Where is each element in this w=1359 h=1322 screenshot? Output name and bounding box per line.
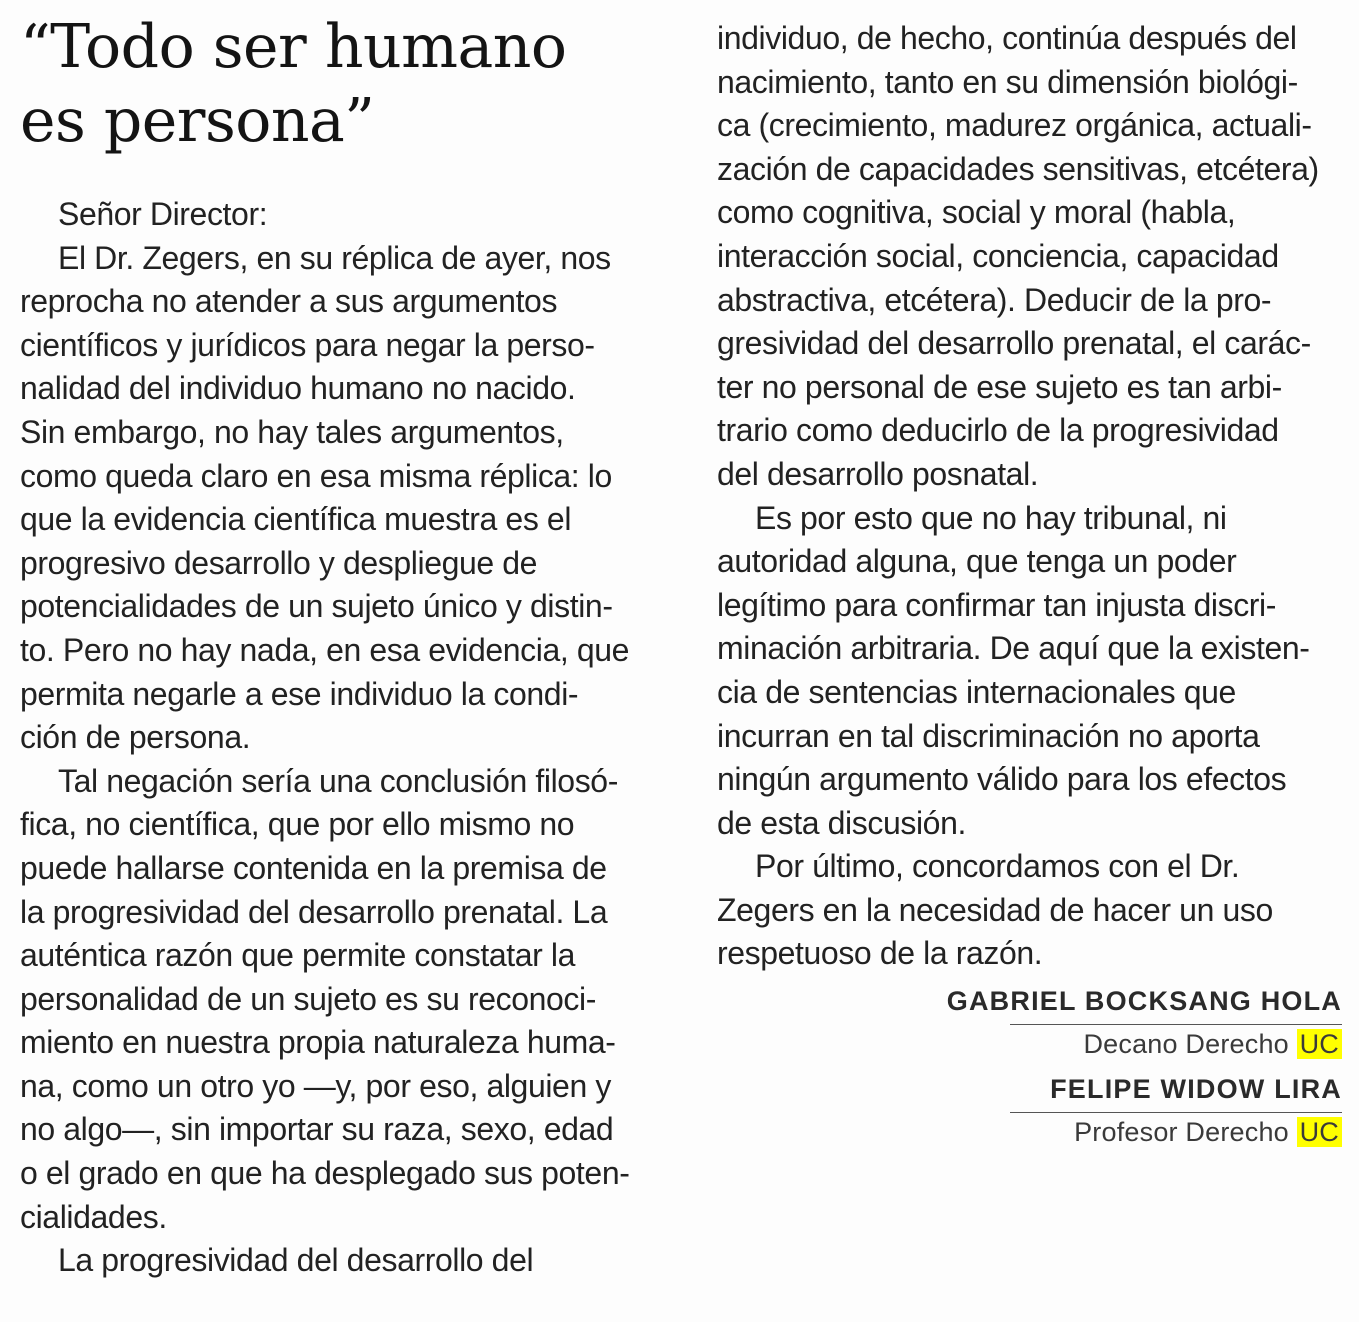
text-line: miento en nuestra propia naturaleza huma-	[20, 1024, 616, 1061]
text-line: minación arbitraria. De aquí que la existen-	[717, 630, 1310, 667]
institution-highlight: UC	[1297, 1117, 1342, 1147]
text-line: nacimiento, tanto en su dimensión biológi-	[717, 63, 1298, 100]
text-line: incurran en tal discriminación no aporta	[717, 717, 1260, 754]
text-line: individuo, de hecho, continúa después del	[717, 20, 1297, 56]
text-line: El Dr. Zegers, en su réplica de ayer, nos	[58, 239, 611, 276]
text-line: cialidades.	[20, 1198, 167, 1235]
text-line: del desarrollo posnatal.	[717, 455, 1039, 492]
institution-highlight: UC	[1297, 1029, 1342, 1059]
article-title	[20, 10, 680, 158]
text-line: interacción social, conciencia, capacidad	[717, 237, 1279, 274]
left-text-column	[20, 193, 670, 1283]
text-line: fica, no científica, que por ello mismo no	[20, 806, 575, 843]
text-line: como queda claro en esa misma réplica: lo	[20, 457, 612, 494]
text-line: trario como deducirlo de la progresividad	[717, 412, 1279, 449]
text-line: reprocha no atender a sus argumentos	[20, 283, 558, 320]
text-line: to. Pero no hay nada, en esa evidencia, que	[20, 631, 630, 668]
text-line: ningún argumento válido para los efectos	[717, 761, 1287, 798]
text-line: Zegers en la necesidad de hacer un uso	[717, 891, 1273, 928]
text-line: potencialidades de un sujeto único y distin-	[20, 588, 613, 625]
signature-role	[1074, 1117, 1342, 1148]
right-text-column	[717, 17, 1352, 976]
text-line: Sin embargo, no hay tales argumentos,	[20, 413, 564, 450]
text-line: Tal negación sería una conclusión filosó-	[58, 762, 618, 799]
text-line: puede hallarse contenida en la premisa de	[20, 849, 607, 886]
signature-name: GABRIEL BOCKSANG HOLA	[946, 986, 1342, 1016]
title-line: es persona”	[20, 86, 375, 156]
text-line: abstractiva, etcétera). Deducir de la pro-	[717, 281, 1272, 318]
text-line: que la evidencia científica muestra es el	[20, 501, 572, 538]
text-line: de esta discusión.	[717, 804, 966, 841]
text-line: Señor Director:	[58, 196, 268, 232]
text-line: permita negarle a ese individuo la condi-	[20, 675, 579, 712]
text-line: Por último, concordamos con el Dr.	[755, 848, 1240, 885]
text-line: ción de persona.	[20, 719, 251, 756]
text-line: Es por esto que no hay tribunal, ni	[755, 499, 1227, 536]
text-line: respetuoso de la razón.	[717, 935, 1043, 972]
text-line: personalidad de un sujeto es su reconoci-	[20, 980, 596, 1017]
text-line: zación de capacidades sensitivas, etcétera)	[717, 150, 1319, 187]
signature-name: FELIPE WIDOW LIRA	[1050, 1074, 1342, 1104]
text-line: científicos y jurídicos para negar la perso-	[20, 326, 595, 363]
text-line: cia de sentencias internacionales que	[717, 673, 1236, 710]
text-line: gresividad del desarrollo prenatal, el carác-	[717, 325, 1311, 362]
text-line: autoridad alguna, que tenga un poder	[717, 543, 1237, 580]
text-line: como cognitiva, social y moral (habla,	[717, 194, 1236, 231]
signature-role	[1083, 1029, 1342, 1060]
text-line: o el grado en que ha desplegado sus poten-	[20, 1155, 630, 1192]
text-line: La progresividad del desarrollo del	[58, 1242, 534, 1279]
text-line: auténtica razón que permite constatar la	[20, 937, 576, 974]
text-line: no algo—, sin importar su raza, sexo, edad	[20, 1111, 614, 1148]
signature-role-text: Decano Derecho	[1083, 1029, 1289, 1059]
text-line: progresivo desarrollo y despliegue de	[20, 544, 538, 581]
title-line: “Todo ser humano	[20, 12, 567, 82]
signature-divider	[1010, 1112, 1342, 1113]
text-line: nalidad del individuo humano no nacido.	[20, 370, 576, 407]
text-line: na, como un otro yo —y, por eso, alguien y	[20, 1067, 611, 1104]
text-line: ter no personal de ese sujeto es tan arbi-	[717, 368, 1282, 405]
text-line: ca (crecimiento, madurez orgánica, actuali-	[717, 107, 1312, 144]
signature-role-text: Profesor Derecho	[1074, 1117, 1289, 1147]
text-line: legítimo para confirmar tan injusta discri-	[717, 586, 1277, 623]
signature-divider	[1010, 1024, 1342, 1025]
text-line: la progresividad del desarrollo prenatal. La	[20, 893, 608, 930]
